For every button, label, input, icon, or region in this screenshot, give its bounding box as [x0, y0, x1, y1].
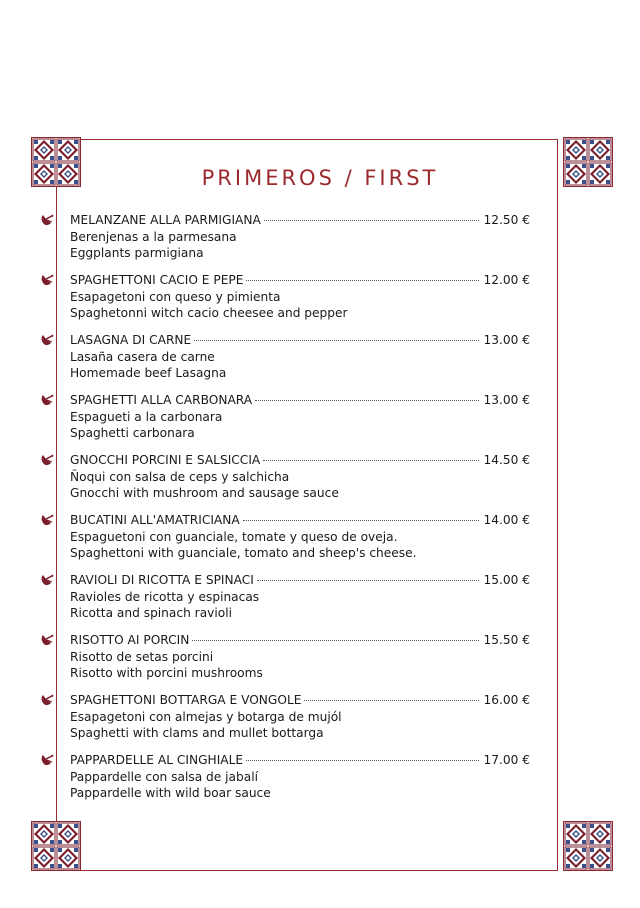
- menu-item: [40, 572, 560, 632]
- dish-name: SPAGHETTONI BOTTARGA E VONGOLE: [70, 693, 302, 707]
- menu-item: [40, 692, 560, 752]
- dish-name: SPAGHETTI ALLA CARBONARA: [70, 393, 253, 407]
- dot-leader: [257, 580, 480, 581]
- dish-description-en: Gnocchi with mushroom and sausage sauce: [70, 486, 339, 500]
- dish-price: 13.00 €: [483, 333, 530, 347]
- menu-item: [40, 332, 560, 392]
- menu-item: [40, 752, 560, 812]
- dish-price: 12.50 €: [483, 213, 530, 227]
- pepper-bullet-icon: [40, 573, 54, 587]
- dish-description-en: Homemade beef Lasagna: [70, 366, 227, 380]
- dish-price: 17.00 €: [483, 753, 530, 767]
- dish-description-en: Spaghetti with clams and mullet bottarga: [70, 726, 324, 740]
- pepper-bullet-icon: [40, 213, 54, 227]
- dish-price: 15.00 €: [483, 573, 530, 587]
- dish-name: LASAGNA DI CARNE: [70, 333, 192, 347]
- dish-description-en: Spaghetonni witch cacio cheesee and pepper: [70, 306, 348, 320]
- dish-description-es: Esapagetoni con queso y pimienta: [70, 290, 281, 304]
- dish-name: SPAGHETTONI CACIO E PEPE: [70, 273, 244, 287]
- dish-description-es: Ñoqui con salsa de ceps y salchicha: [70, 470, 290, 484]
- menu-item: [40, 272, 560, 332]
- dish-price: 16.00 €: [483, 693, 530, 707]
- dish-description-en: Spaghetti carbonara: [70, 426, 195, 440]
- dot-leader: [304, 700, 479, 701]
- dish-name: RAVIOLI DI RICOTTA E SPINACI: [70, 573, 254, 587]
- dish-description-en: Ricotta and spinach ravioli: [70, 606, 232, 620]
- dish-description-en: Risotto with porcini mushrooms: [70, 666, 263, 680]
- dish-description-es: Espaguetoni con guanciale, tomate y queso de oveja.: [70, 530, 398, 544]
- dot-leader: [246, 280, 479, 281]
- dish-name: RISOTTO AI PORCIN: [70, 633, 190, 647]
- menu-item: [40, 512, 560, 572]
- dish-description-es: Pappardelle con salsa de jabalí: [70, 770, 258, 784]
- dish-description-es: Esapagetoni con almejas y botarga de mujól: [70, 710, 342, 724]
- dish-description-en: Eggplants parmigiana: [70, 246, 204, 260]
- dish-description-es: Espagueti a la carbonara: [70, 410, 223, 424]
- dot-leader: [263, 460, 479, 461]
- dish-name: GNOCCHI PORCINI E SALSICCIA: [70, 453, 261, 467]
- pepper-bullet-icon: [40, 333, 54, 347]
- menu-item: [40, 632, 560, 692]
- dish-name: PAPPARDELLE AL CINGHIALE: [70, 753, 244, 767]
- dish-price: 12.00 €: [483, 273, 530, 287]
- dish-name: MELANZANE ALLA PARMIGIANA: [70, 213, 261, 227]
- pepper-bullet-icon: [40, 633, 54, 647]
- dish-description-es: Lasaña casera de carne: [70, 350, 215, 364]
- pepper-bullet-icon: [40, 513, 54, 527]
- dish-price: 14.00 €: [483, 513, 530, 527]
- dish-description-es: Ravioles de ricotta y espinacas: [70, 590, 260, 604]
- dish-price: 13.00 €: [483, 393, 530, 407]
- dot-leader: [194, 340, 479, 341]
- menu-item: [40, 212, 560, 272]
- dot-leader: [246, 760, 479, 761]
- dish-price: 14.50 €: [483, 453, 530, 467]
- dot-leader: [192, 640, 479, 641]
- pepper-bullet-icon: [40, 453, 54, 467]
- pepper-bullet-icon: [40, 393, 54, 407]
- pepper-bullet-icon: [40, 273, 54, 287]
- dish-description-en: Pappardelle with wild boar sauce: [70, 786, 271, 800]
- menu-item: [40, 392, 560, 452]
- dish-price: 15.50 €: [483, 633, 530, 647]
- tile-ornament-icon: [563, 821, 613, 871]
- dot-leader: [255, 400, 479, 401]
- dish-description-es: Risotto de setas porcini: [70, 650, 214, 664]
- dot-leader: [243, 520, 480, 521]
- page-title: PRIMEROS / FIRST: [201, 166, 439, 191]
- pepper-bullet-icon: [40, 753, 54, 767]
- dish-description-en: Spaghettoni with guanciale, tomato and sheep's cheese.: [70, 546, 417, 560]
- dish-description-es: Berenjenas a la parmesana: [70, 230, 237, 244]
- dot-leader: [264, 220, 480, 221]
- tile-ornament-icon: [31, 821, 81, 871]
- dish-name: BUCATINI ALL'AMATRICIANA: [70, 513, 240, 527]
- pepper-bullet-icon: [40, 693, 54, 707]
- menu-list: [40, 212, 560, 812]
- menu-item: [40, 452, 560, 512]
